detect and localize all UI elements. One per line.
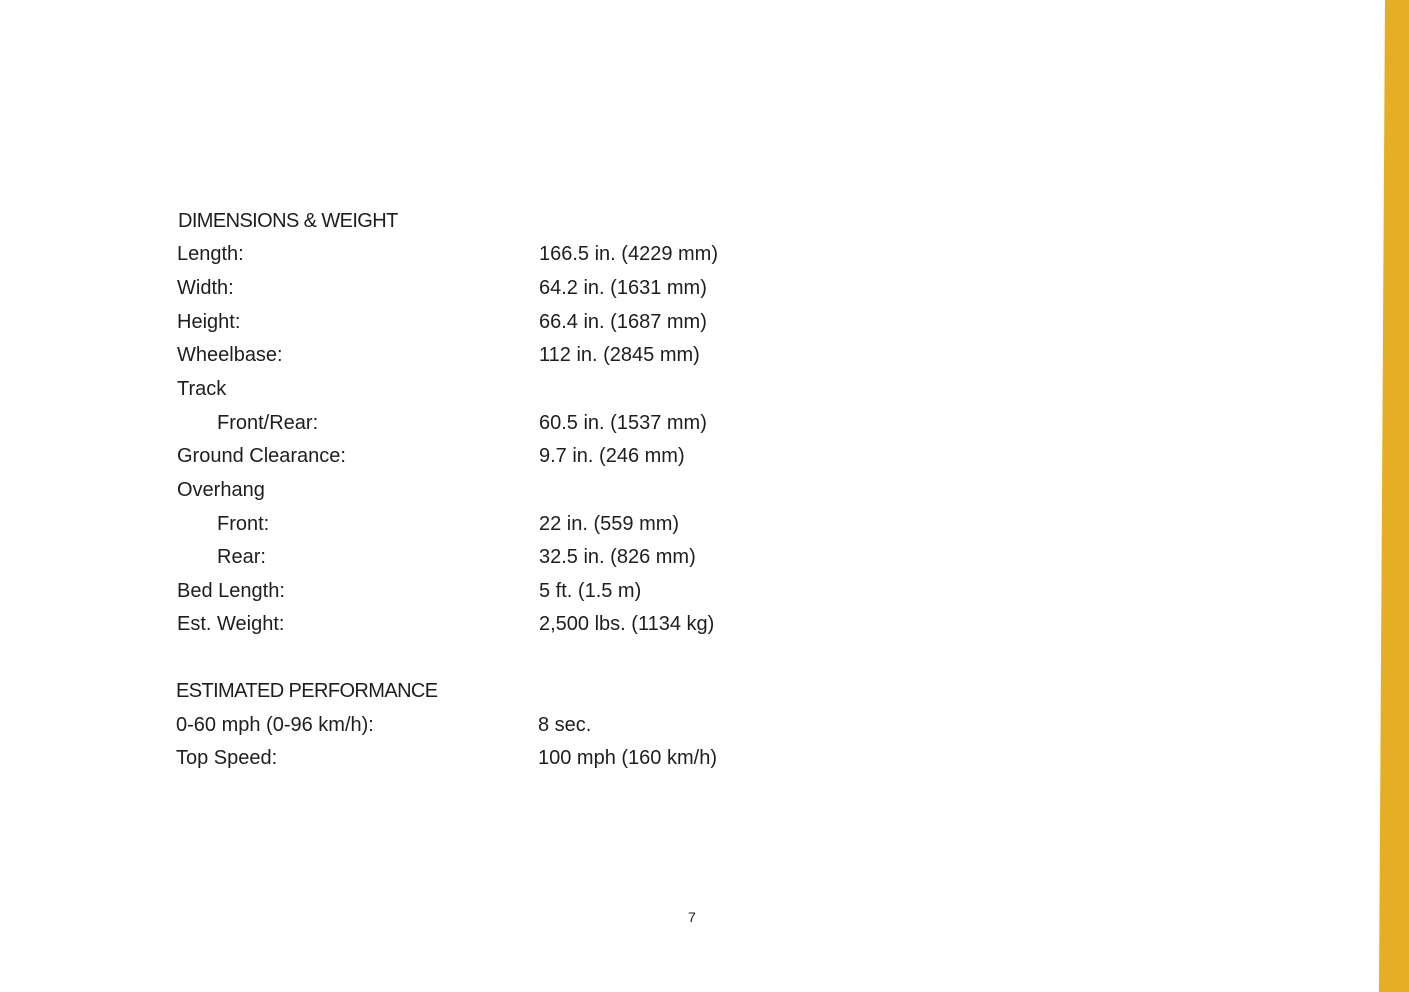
- spec-value: 112 in. (2845 mm): [539, 344, 700, 366]
- spec-label: Front:: [217, 513, 270, 535]
- spec-label: Width:: [177, 277, 234, 299]
- spec-label: Track: [177, 378, 227, 400]
- spec-value: 66.4 in. (1687 mm): [539, 311, 707, 333]
- spec-value: 32.5 in. (826 mm): [539, 546, 696, 568]
- estimated-performance-heading: ESTIMATED PERFORMANCE: [176, 680, 438, 702]
- spec-value: 64.2 in. (1631 mm): [539, 277, 707, 299]
- spec-value: 9.7 in. (246 mm): [539, 445, 685, 467]
- spec-label: Top Speed:: [176, 747, 278, 769]
- spec-label: 0-60 mph (0-96 km/h):: [176, 714, 374, 736]
- spec-label: Length:: [177, 243, 244, 265]
- spec-label: Front/Rear:: [217, 412, 319, 434]
- spec-value: 60.5 in. (1537 mm): [539, 412, 707, 434]
- spec-label: Est. Weight:: [177, 613, 285, 635]
- spec-value: 5 ft. (1.5 m): [539, 580, 642, 602]
- spec-label: Wheelbase:: [177, 344, 283, 366]
- dimensions-weight-heading: DIMENSIONS & WEIGHT: [178, 210, 398, 232]
- spec-value: 8 sec.: [538, 714, 592, 736]
- spec-label: Bed Length:: [177, 580, 285, 602]
- spec-value: 22 in. (559 mm): [539, 513, 680, 535]
- yellow-side-stripe: [1379, 0, 1409, 992]
- spec-value: 166.5 in. (4229 mm): [539, 243, 718, 265]
- page-number: 7: [688, 909, 696, 925]
- spec-label: Rear:: [217, 546, 266, 568]
- spec-label: Height:: [177, 311, 241, 333]
- spec-value: 2,500 lbs. (1134 kg): [539, 613, 715, 635]
- spec-value: 100 mph (160 km/h): [538, 747, 717, 769]
- spec-label: Ground Clearance:: [177, 445, 346, 467]
- spec-label: Overhang: [177, 479, 265, 501]
